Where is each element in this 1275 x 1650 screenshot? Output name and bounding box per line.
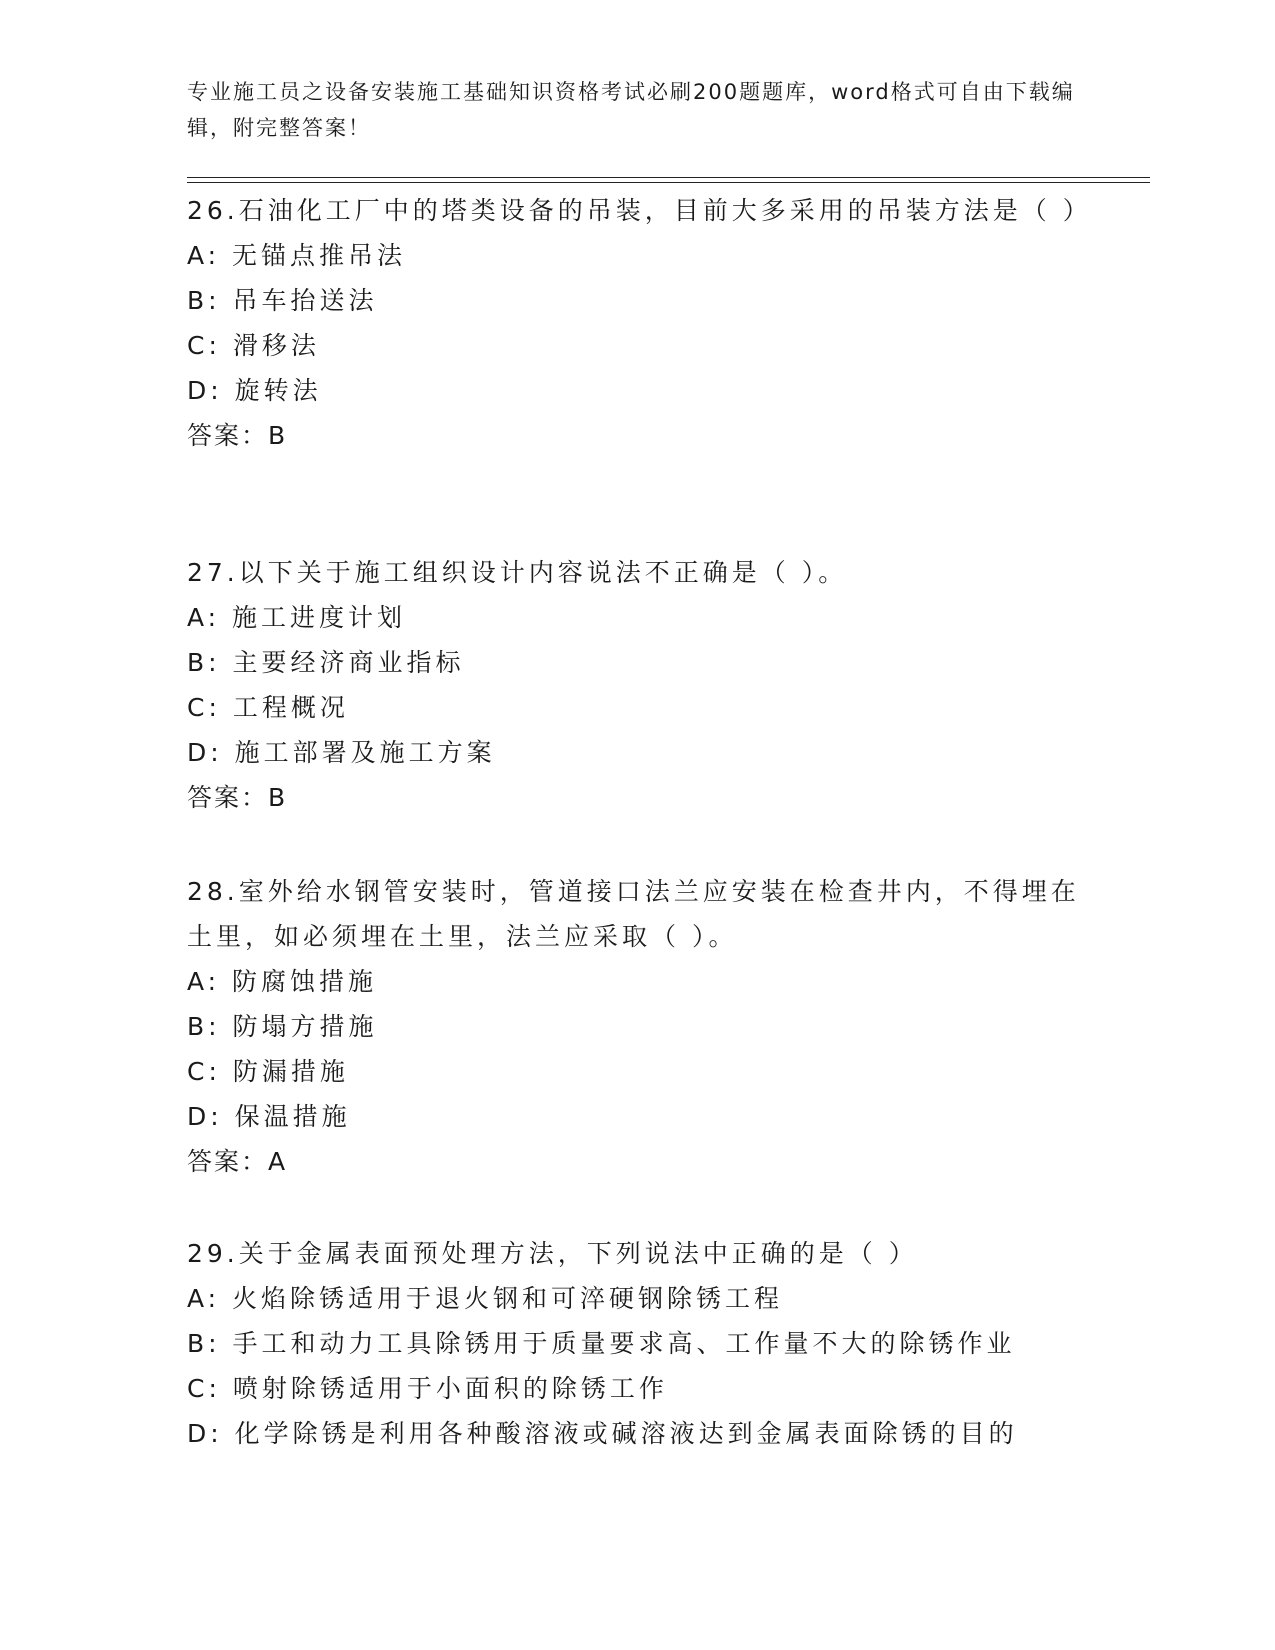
header-divider-bottom — [187, 182, 1150, 183]
option-b: B: 手工和动力工具除锈用于质量要求高、工作量不大的除锈作业 — [187, 1329, 1016, 1358]
question-28 — [187, 869, 1087, 1184]
option-b: B: 主要经济商业指标 — [187, 648, 465, 677]
option-d: D: 施工部署及施工方案 — [187, 738, 496, 767]
option-c: C: 喷射除锈适用于小面积的除锈工作 — [187, 1374, 668, 1403]
option-d: D: 保温措施 — [187, 1102, 351, 1131]
option-a: A: 火焰除锈适用于退火钢和可淬硬钢除锈工程 — [187, 1284, 784, 1313]
option-c: C: 滑移法 — [187, 331, 320, 360]
question-stem: 28.室外给水钢管安装时，管道接口法兰应安装在检查井内，不得埋在土里，如必须埋在土里，法兰应采取（ ）。 — [187, 877, 1080, 951]
question-stem: 27.以下关于施工组织设计内容说法不正确是（ ）。 — [187, 558, 848, 587]
question-29 — [187, 1231, 1087, 1456]
option-b: B: 吊车抬送法 — [187, 286, 378, 315]
question-27 — [187, 550, 1087, 820]
header-divider-top — [187, 177, 1150, 178]
option-c: C: 防漏措施 — [187, 1057, 349, 1086]
document-intro: 专业施工员之设备安装施工基础知识资格考试必刷200题题库，word格式可自由下载编辑，附完整答案！ — [187, 80, 1075, 140]
answer-line: 答案：A — [187, 1147, 288, 1176]
answer-line: 答案：B — [187, 783, 288, 812]
option-a: A: 防腐蚀措施 — [187, 967, 378, 996]
option-d: D: 化学除锈是利用各种酸溶液或碱溶液达到金属表面除锈的目的 — [187, 1419, 1018, 1448]
option-a: A: 无锚点推吊法 — [187, 241, 407, 270]
question-stem: 29.关于金属表面预处理方法，下列说法中正确的是（ ） — [187, 1239, 918, 1268]
question-stem: 26.石油化工厂中的塔类设备的吊装，目前大多采用的吊装方法是（ ） — [187, 196, 1092, 225]
option-b: B: 防塌方措施 — [187, 1012, 378, 1041]
option-c: C: 工程概况 — [187, 693, 349, 722]
option-d: D: 旋转法 — [187, 376, 322, 405]
option-a: A: 施工进度计划 — [187, 603, 407, 632]
question-26 — [187, 188, 1092, 458]
answer-line: 答案：B — [187, 421, 288, 450]
